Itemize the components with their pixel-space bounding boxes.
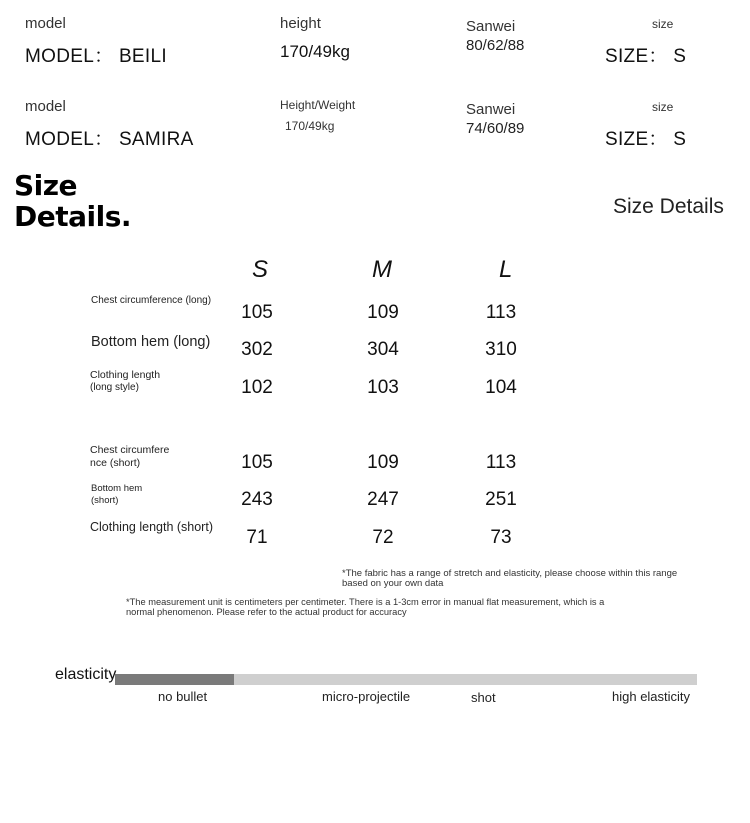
- size-details-title-line1: Size: [14, 169, 78, 202]
- cell-length-long-s: 102: [241, 377, 273, 398]
- cell-hem-long-s: 302: [241, 339, 273, 360]
- model-1-height-value: 170/49kg: [280, 42, 350, 61]
- measurement-note-line2: normal phenomenon. Please refer to the actual product for accuracy: [126, 607, 407, 617]
- size-details-title-line2: Details.: [14, 200, 132, 233]
- row-label-chest-short-2: nce (short): [90, 457, 141, 469]
- row-label-hem-short-1: Bottom hem: [91, 483, 143, 494]
- row-label-hem-long: Bottom hem (long): [91, 334, 211, 350]
- cell-hem-short-m: 247: [367, 489, 399, 510]
- measurement-note-line1: *The measurement unit is centimeters per centimeter. There is a 1-3cm error in manual flat measurement, which is a: [126, 597, 605, 607]
- model-1-sanwei-value: 80/62/88: [466, 37, 525, 54]
- cell-length-short-m: 72: [372, 527, 394, 548]
- cell-hem-long-m: 304: [367, 339, 399, 360]
- cell-length-long-m: 103: [367, 377, 399, 398]
- size-header-l: L: [499, 256, 513, 283]
- model-2-height-value: 170/49kg: [285, 119, 335, 133]
- elasticity-bar-track: [115, 674, 697, 685]
- cell-chest-long-s: 105: [241, 302, 273, 323]
- model-2-height-label: Height/Weight: [280, 98, 356, 112]
- row-label-length-short: Clothing length (short): [90, 520, 213, 534]
- cell-chest-short-l: 113: [485, 452, 517, 473]
- model-1-size-label: size: [652, 17, 674, 31]
- elasticity-scale-no-bullet: no bullet: [158, 689, 208, 704]
- cell-chest-short-s: 105: [241, 452, 273, 473]
- model-2-sanwei-label: Sanwei: [466, 101, 516, 118]
- cell-chest-short-m: 109: [367, 452, 399, 473]
- cell-chest-long-m: 109: [367, 302, 399, 323]
- model-1-sanwei-label: Sanwei: [466, 18, 516, 35]
- model-1-label: model: [25, 15, 66, 32]
- cell-chest-long-l: 113: [485, 302, 517, 323]
- elasticity-label: elasticity: [55, 666, 117, 683]
- elasticity-bar-fill: [115, 674, 234, 685]
- cell-length-short-s: 71: [246, 527, 268, 548]
- row-label-length-long-2: (long style): [90, 382, 139, 393]
- elasticity-scale-high-elasticity: high elasticity: [612, 689, 691, 704]
- row-label-length-long-1: Clothing length: [90, 369, 161, 381]
- model-2-sanwei-value: 74/60/89: [466, 120, 525, 137]
- model-1-name: MODEL： BEILI: [25, 46, 167, 67]
- row-label-hem-short-2: (short): [91, 495, 119, 506]
- cell-length-long-l: 104: [485, 377, 517, 398]
- model-1-size-value: SIZE： S: [605, 46, 687, 67]
- cell-hem-long-l: 310: [485, 339, 517, 360]
- elasticity-scale-micro-projectile: micro-projectile: [322, 689, 411, 704]
- model-1-height-label: height: [280, 15, 321, 32]
- model-2-size-value: SIZE： S: [605, 129, 687, 150]
- cell-hem-short-l: 251: [485, 489, 517, 510]
- size-details-side-title: Size Details: [613, 195, 724, 218]
- row-label-chest-long: Chest circumference (long): [91, 295, 212, 306]
- fabric-note-line1: *The fabric has a range of stretch and elasticity, please choose within this range: [342, 568, 678, 579]
- model-2-name: MODEL： SAMIRA: [25, 129, 194, 150]
- fabric-note-line2: based on your own data: [342, 578, 444, 589]
- row-label-chest-short-1: Chest circumfere: [90, 444, 170, 456]
- model-2-label: model: [25, 98, 66, 115]
- model-2-size-label: size: [652, 100, 674, 114]
- size-header-m: M: [372, 256, 392, 283]
- elasticity-scale-shot: shot: [471, 690, 496, 705]
- size-header-s: S: [252, 256, 269, 283]
- cell-hem-short-s: 243: [241, 489, 273, 510]
- cell-length-short-l: 73: [490, 527, 512, 548]
